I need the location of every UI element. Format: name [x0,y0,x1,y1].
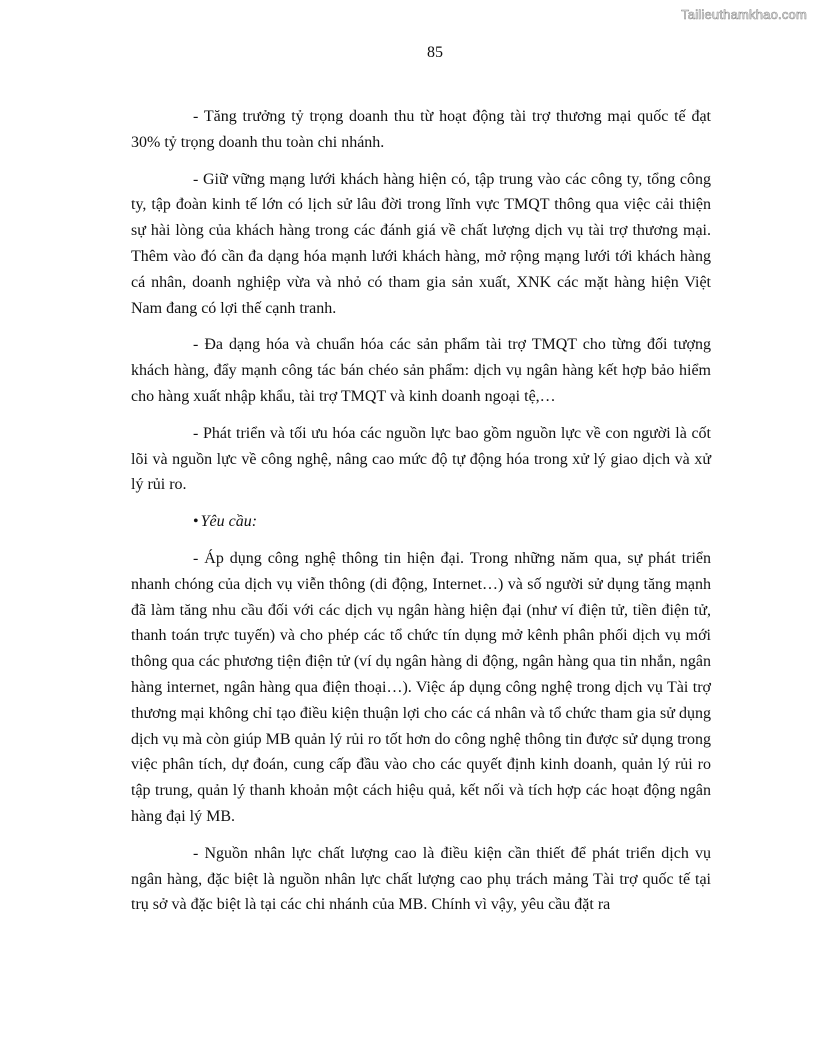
requirements-label: Yêu cầu: [200,513,258,531]
paragraph-resource-development: - Phát triển và tối ưu hóa các nguồn lực bao gồm nguồn lực về con người là cốt lõi và nguồn lực về công nghệ, nâng cao mức độ tự động hóa trong xử lý giao dịch và xử lý rủi ro. [131,424,711,494]
watermark: Tailieuthamkhao.com [681,7,807,22]
bullet-icon: • [193,513,199,531]
paragraph-product-diversification: - Đa dạng hóa và chuẩn hóa các sản phẩm tài trợ TMQT cho từng đối tượng khách hàng, đẩy mạnh công tác bán chéo sản phẩm: dịch vụ ngân hàng kết hợp bảo hiểm cho hàng xuất nhập khẩu, tài trợ TMQT và kinh doanh ngoại tệ,… [131,336,711,405]
paragraph-customer-network: - Giữ vững mạng lưới khách hàng hiện có, tập trung vào các công ty, tổng công ty, tập đoàn kinh tế lớn có lịch sử lâu đời trong lĩnh vực TMQT thông qua việc cải thiện sự hài lòng của khách hàng trong các đánh giá về chất lượng dịch vụ tài trợ thương mại. Thêm vào đó cần đa dạng hóa mạnh lưới khách hàng, mở rộng mạng lưới tới khách hàng cá nhân, doanh nghiệp vừa và nhỏ có tham gia sản xuất, XNK các mặt hàng hiện Việt Nam đang có lợi thế cạnh tranh. [131,170,711,317]
paragraph-technology: - Áp dụng công nghệ thông tin hiện đại. Trong những năm qua, sự phát triển nhanh chóng của dịch vụ viễn thông (di động, Internet…) và số người sử dụng tăng mạnh đã làm tăng nhu cầu đối với các dịch vụ ngân hàng hiện đại (như ví điện tử, tiền điện tử, thanh toán trực tuyến) và cho phép các tổ chức tín dụng mở kênh phân phối dịch vụ mới thông qua các phương tiện điện tử (ví dụ ngân hàng di động, ngân hàng qua tin nhắn, ngân hàng internet, ngân hàng qua điện thoại…). Việc áp dụng công nghệ trong dịch vụ Tài trợ thương mại không chỉ tạo điều kiện thuận lợi cho các cá nhân và tổ chức tham gia sử dụng dịch vụ mà còn giúp MB quản lý rủi ro tốt hơn do công nghệ thông tin được sử dụng trong việc phân tích, dự đoán, cung cấp đầu vào cho các quyết định kinh doanh, quản lý rủi ro tập trung, quản lý thanh khoản một cách hiệu quả, kết nối và tích hợp các hoạt động ngân hàng đại lý MB. [131,549,711,825]
document-body [131,104,711,929]
paragraph-human-resources: - Nguồn nhân lực chất lượng cao là điều kiện cần thiết để phát triển dịch vụ ngân hàng, đặc biệt là nguồn nhân lực chất lượng cao phụ trách mảng Tài trợ quốc tế tại trụ sở và đặc biệt là tại các chi nhánh của MB. Chính vì vậy, yêu cầu đặt ra [131,844,711,914]
paragraph-revenue-growth: - Tăng trưởng tỷ trọng doanh thu từ hoạt động tài trợ thương mại quốc tế đạt 30% tỷ trọng doanh thu toàn chi nhánh. [131,108,711,151]
requirements-heading [131,509,711,535]
page-number: 85 [427,44,443,61]
